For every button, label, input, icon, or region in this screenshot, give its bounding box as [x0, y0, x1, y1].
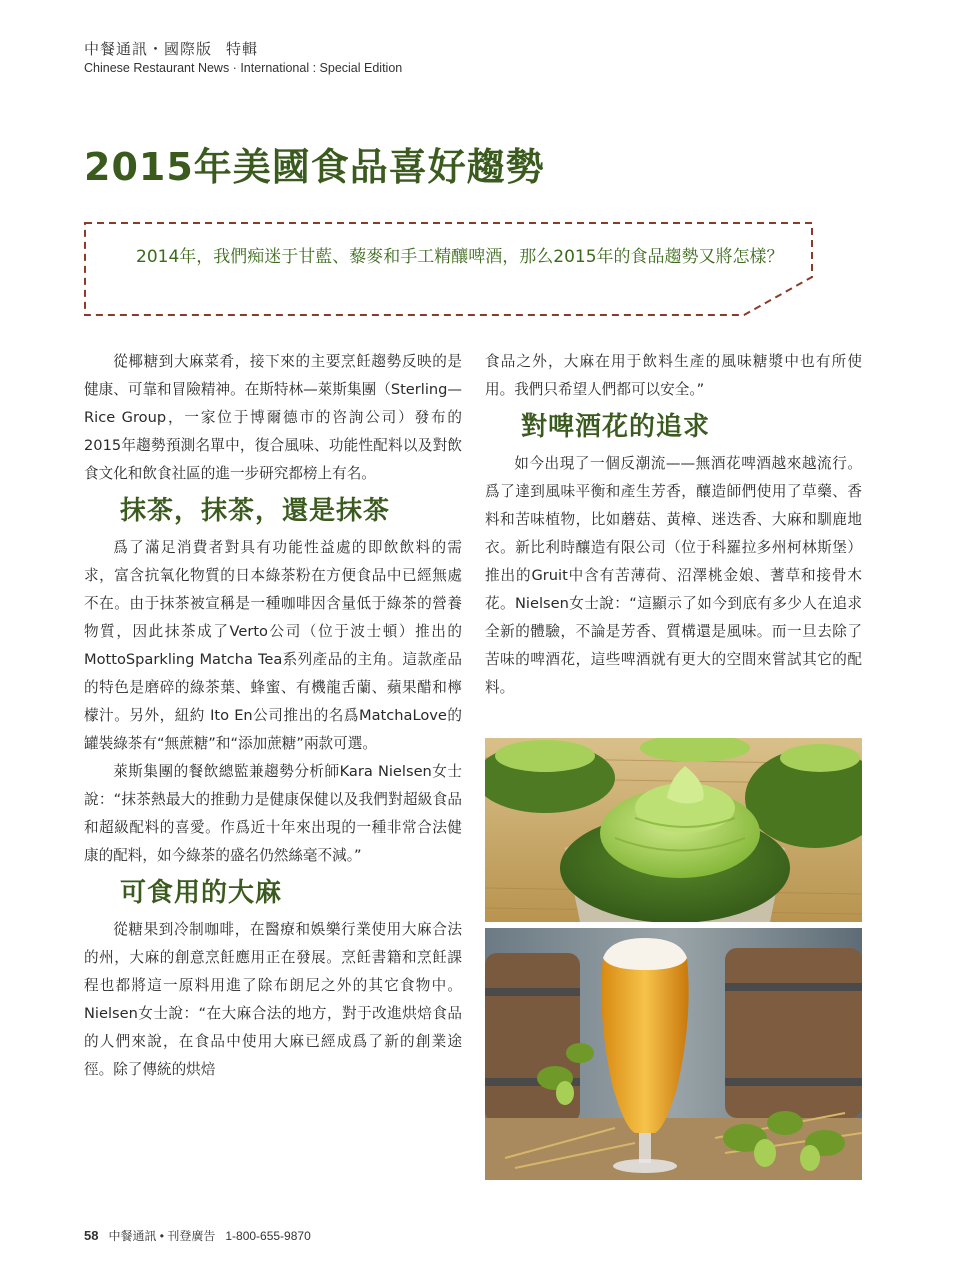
left-column — [84, 348, 462, 1084]
cannabis-paragraph-continued: 食品之外，大麻在用于飲料生產的風味糖漿中也有所使用。我們只希望人們都可以安全。” — [485, 353, 862, 398]
intro-paragraph: 從椰糖到大麻菜肴，接下來的主要烹飪趨勢反映的是健康、可靠和冒險精神。在斯特林—萊斯集團（Sterling—Rice Group，一家位于博爾德市的咨詢公司）發布的2015年趨勢預測名單中，復合風味、功能性配料以及對飲食文化和飲食社區的進一步研究都榜上有名。 — [84, 353, 462, 482]
article-title: 2015年美國食品喜好趨勢 — [84, 145, 545, 189]
section-heading-cannabis: 可食用的大麻 — [120, 878, 283, 908]
page-number: 58 — [84, 1228, 99, 1243]
beer-glass-photo — [485, 928, 862, 1180]
callout-text: 2014年，我們痴迷于甘藍、藜麥和手工精釀啤酒，那么2015年的食品趨勢又將怎樣？ — [136, 247, 784, 267]
footer-phone: 1-800-655-9870 — [225, 1229, 311, 1243]
footer-publication: 中餐通訊 • 刊登廣告 — [108, 1229, 216, 1243]
header-publication: 中餐通訊・國際版 — [84, 40, 213, 58]
right-column — [485, 348, 862, 702]
page-footer — [84, 1227, 311, 1244]
running-header — [84, 38, 402, 75]
section-heading-hops: 對啤酒花的追求 — [521, 412, 711, 442]
header-edition: 特輯 — [226, 40, 259, 58]
cannabis-paragraph: 從糖果到冷制咖啡，在醫療和娛樂行業使用大麻合法的州，大麻的創意烹飪應用正在發展。烹飪書籍和烹飪課程也都將這一原料用進了除布朗尼之外的其它食物中。Nielsen女士說：“在大麻合法的地方，對于改進烘焙食品的人們來說，在食品中使用大麻已經成爲了新的創業途徑。除了傳統的烘焙 — [84, 921, 462, 1078]
callout-box — [84, 222, 814, 317]
hops-paragraph: 如今出現了一個反潮流——無酒花啤酒越來越流行。爲了達到風味平衡和產生芳香，釀造師們使用了草藥、香料和苦味植物，比如蘑菇、黃樟、迷迭香、大麻和馴鹿地衣。新比利時釀造有限公司（位于科羅拉多州柯林斯堡）推出的Gruit中含有苦薄荷、沼澤桃金娘、蓍草和接骨木花。Nielsen女士說：“這顯示了如今到底有多少人在追求全新的體驗，不論是芳香、質構還是風味。而一旦去除了苦味的啤酒花，這些啤酒就有更大的空間來嘗試其它的配料。 — [485, 455, 862, 696]
section-heading-matcha: 抹茶，抹茶，還是抹茶 — [120, 496, 391, 526]
matcha-paragraph-2: 萊斯集團的餐飲總監兼趨勢分析師Kara Nielsen女士說：“抹茶熱最大的推動力是健康保健以及我們對超級食品和超級配料的喜愛。作爲近十年來出現的一種非常合法健康的配料，如今綠茶的盛名仍然絲毫不減。” — [84, 763, 462, 864]
matcha-cupcake-photo — [485, 738, 862, 922]
header-chinese — [84, 38, 402, 59]
matcha-paragraph-1: 爲了滿足消費者對具有功能性益處的即飲飲料的需求，富含抗氧化物質的日本綠茶粉在方便食品中已經無處不在。由于抹茶被宣稱是一種咖啡因含量低于綠茶的營養物質，因此抹茶成了Verto公司（位于波士頓）推出的MottoSparkling Matcha Tea系列產品的主角。這款產品的特色是磨碎的綠茶葉、蜂蜜、有機龍舌蘭、蘋果醋和檸檬汁。另外，紐約 Ito En公司推出的名爲MatchaLove的罐裝綠茶有“無蔗糖”和“添加蔗糖”兩款可選。 — [84, 539, 462, 752]
header-english: Chinese Restaurant News · International : Special Edition — [84, 61, 403, 75]
